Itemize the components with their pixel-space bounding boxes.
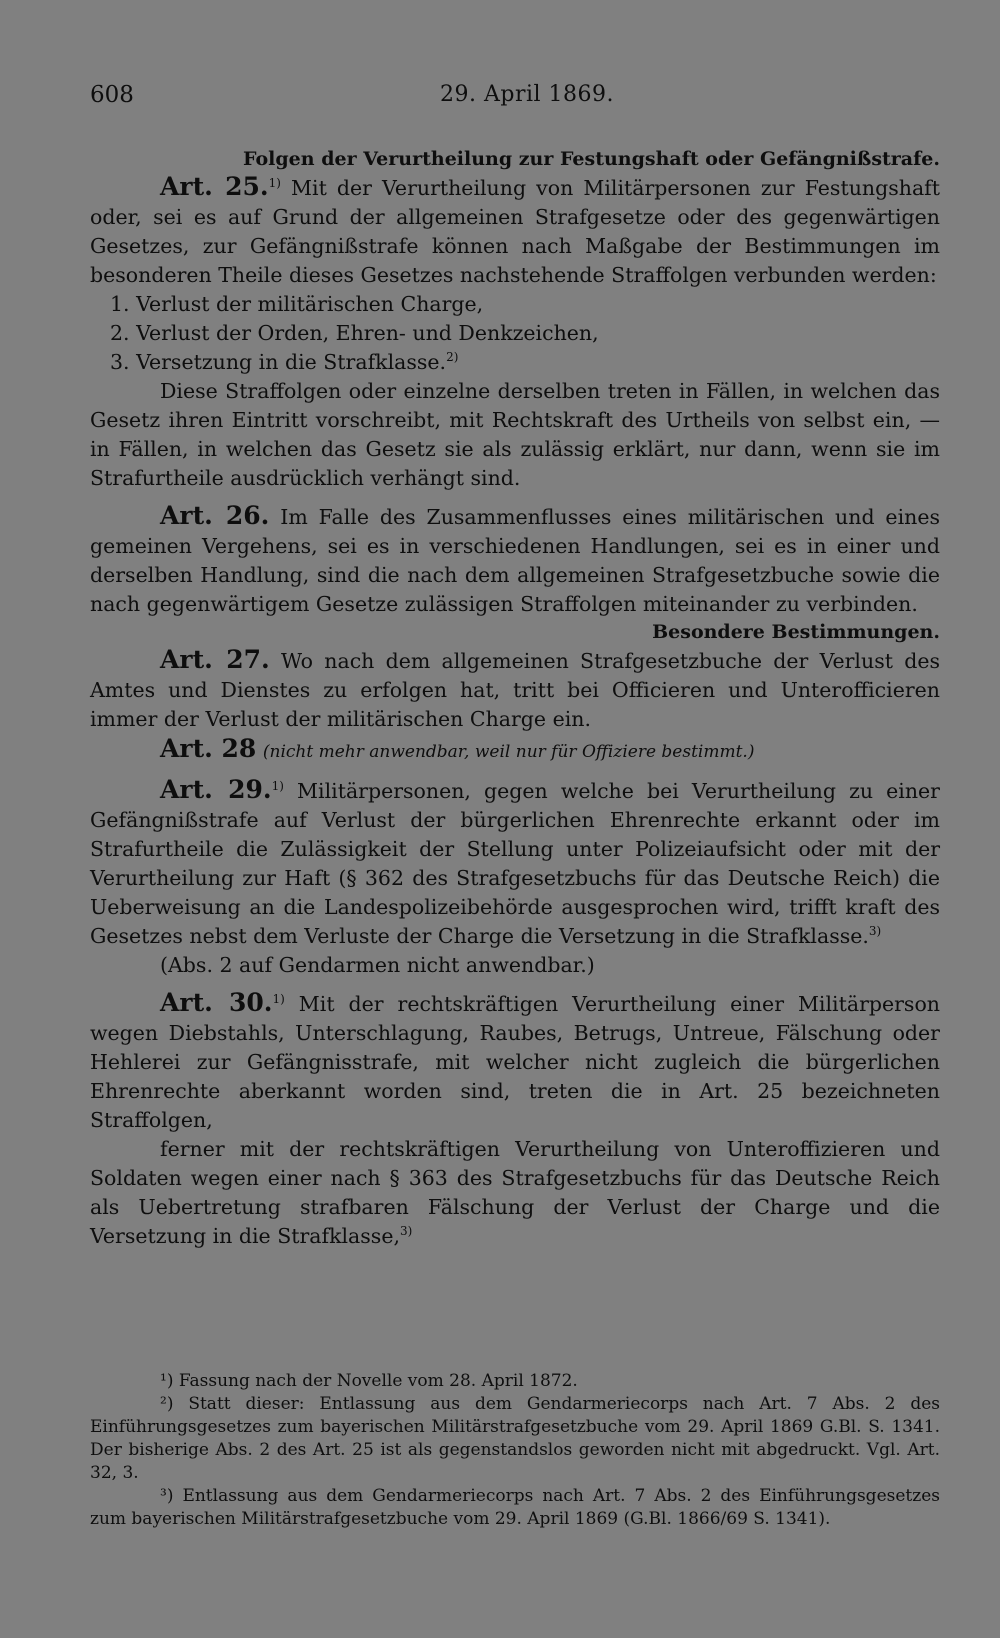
- footnote: ³) Entlassung aus dem Gendarmeriecorps nach Art. 7 Abs. 2 des Einführungsgesetzes zum bayerischen Militärstrafgesetzbuche vom 29. April 1869 (G.Bl. 1866/69 S. 1341).: [90, 1486, 940, 1529]
- penalty-list: [90, 290, 940, 377]
- list-item: 2. Verlust der Orden, Ehren- und Denkzeichen,: [110, 321, 599, 345]
- article-label: Art. 29.: [160, 775, 272, 804]
- article-30: [90, 988, 940, 1135]
- footnote-ref: 2): [446, 350, 459, 365]
- article-27: [90, 645, 940, 734]
- footnote-ref: 1): [268, 176, 281, 191]
- article-26: [90, 501, 940, 619]
- article-note: (Abs. 2 auf Gendarmen nicht anwendbar.): [160, 953, 595, 977]
- article-text: Im Falle des Zusammenflusses eines militärischen und eines gemeinen Vergehens, sei es in verschiedenen Handlungen, sei es in einer und derselben Handlung, sind die nach dem allgemeinen Strafgesetzbuche sowie die nach gegenwärtigem Gesetze zulässigen Straffolgen miteinander zu verbinden.: [90, 505, 940, 616]
- section-heading: Besondere Bestimmungen.: [652, 621, 940, 643]
- footnote: ¹) Fassung nach der Novelle vom 28. April 1872.: [160, 1371, 578, 1391]
- list-item: 1. Verlust der militärischen Charge,: [110, 292, 484, 316]
- article-text: Mit der rechtskräftigen Verurtheilung einer Militärperson wegen Diebstahls, Unterschlagung, Raubes, Betrugs, Untreue, Fälschung oder Hehlerei zur Gefängnisstrafe, mit welcher nicht zugleich die bürgerlichen Ehrenrechte aberkannt worden sind, treten die in Art. 25 bezeichneten Straffolgen,: [90, 992, 940, 1132]
- footnotes: [90, 1370, 940, 1531]
- header-date: 29. April 1869.: [440, 82, 615, 107]
- footnote: ²) Statt dieser: Entlassung aus dem Gendarmeriecorps nach Art. 7 Abs. 2 des Einführungsgesetzes zum bayerischen Militärstrafgesetzbuche vom 29. April 1869 G.Bl. S. 1341. Der bisherige Abs. 2 des Art. 25 ist als gegenstandslos geworden nicht mit abgedruckt. Vgl. Art. 32, 3.: [90, 1394, 940, 1483]
- article-label: Art. 28: [160, 734, 257, 763]
- page-header: [90, 82, 940, 112]
- section-heading: Folgen der Verurtheilung zur Festungshaft oder Gefängnißstrafe.: [243, 148, 940, 170]
- page-number: 608: [90, 82, 134, 108]
- footnote-ref: 1): [271, 779, 284, 794]
- main-text: [90, 146, 940, 1251]
- article-25: [90, 172, 940, 290]
- footnote-ref: 3): [868, 924, 882, 939]
- article-29: [90, 775, 940, 951]
- footnote-ref: 3): [399, 1224, 413, 1239]
- article-28: [90, 734, 940, 767]
- article-text: Mit der Verurtheilung von Militärpersonen zur Festungshaft oder, sei es auf Grund der allgemeinen Strafgesetze oder des gegenwärtigen Gesetzes, zur Gefängnißstrafe können nach Maßgabe der Bestimmungen im besonderen Theile dieses Gesetzes nachstehende Straffolgen verbunden werden:: [90, 176, 940, 287]
- article-text: Militärpersonen, gegen welche bei Verurtheilung zu einer Gefängnißstrafe auf Verlust der bürgerlichen Ehrenrechte erkannt oder im Strafurtheile die Zulässigkeit der Stellung unter Polizeiaufsicht oder mit der Verurtheilung zur Haft (§ 362 des Strafgesetzbuchs für das Deutsche Reich) die Ueberweisung an die Landespolizeibehörde ausgesprochen wird, trifft kraft des Gesetzes nebst dem Verluste der Charge die Versetzung in die Strafklasse.: [90, 779, 940, 948]
- article-label: Art. 26.: [160, 501, 270, 530]
- article-label: Art. 30.: [160, 988, 273, 1017]
- list-item: 3. Versetzung in die Strafklasse.$^{2)}$: [110, 350, 459, 374]
- article-label: Art. 25.: [160, 172, 269, 201]
- article-paragraph: ferner mit der rechtskräftigen Verurtheilung von Unteroffizieren und Soldaten wegen einer nach § 363 des Strafgesetzbuchs für das Deutsche Reich als Uebertretung strafbaren Fälschung der Verlust der Charge und die Versetzung in die Strafklasse,$^{3)}$: [90, 1137, 940, 1248]
- footnote-ref: 1): [272, 992, 285, 1007]
- article-note: (nicht mehr anwendbar, weil nur für Offiziere bestimmt.): [262, 742, 755, 762]
- article-text: Wo nach dem allgemeinen Strafgesetzbuche der Verlust des Amtes und Dienstes zu erfolgen hat, tritt bei Officieren und Unterofficieren immer der Verlust der militärischen Charge ein.: [90, 649, 940, 731]
- article-label: Art. 27.: [160, 645, 270, 674]
- article-paragraph: Diese Straffolgen oder einzelne derselben treten in Fällen, in welchen das Gesetz ihren Eintritt vorschreibt, mit Rechtskraft des Urtheils von selbst ein, — in Fällen, in welchen das Gesetz sie als zulässig erklärt, nur dann, wenn sie im Strafurtheile ausdrücklich verhängt sind.: [90, 379, 940, 490]
